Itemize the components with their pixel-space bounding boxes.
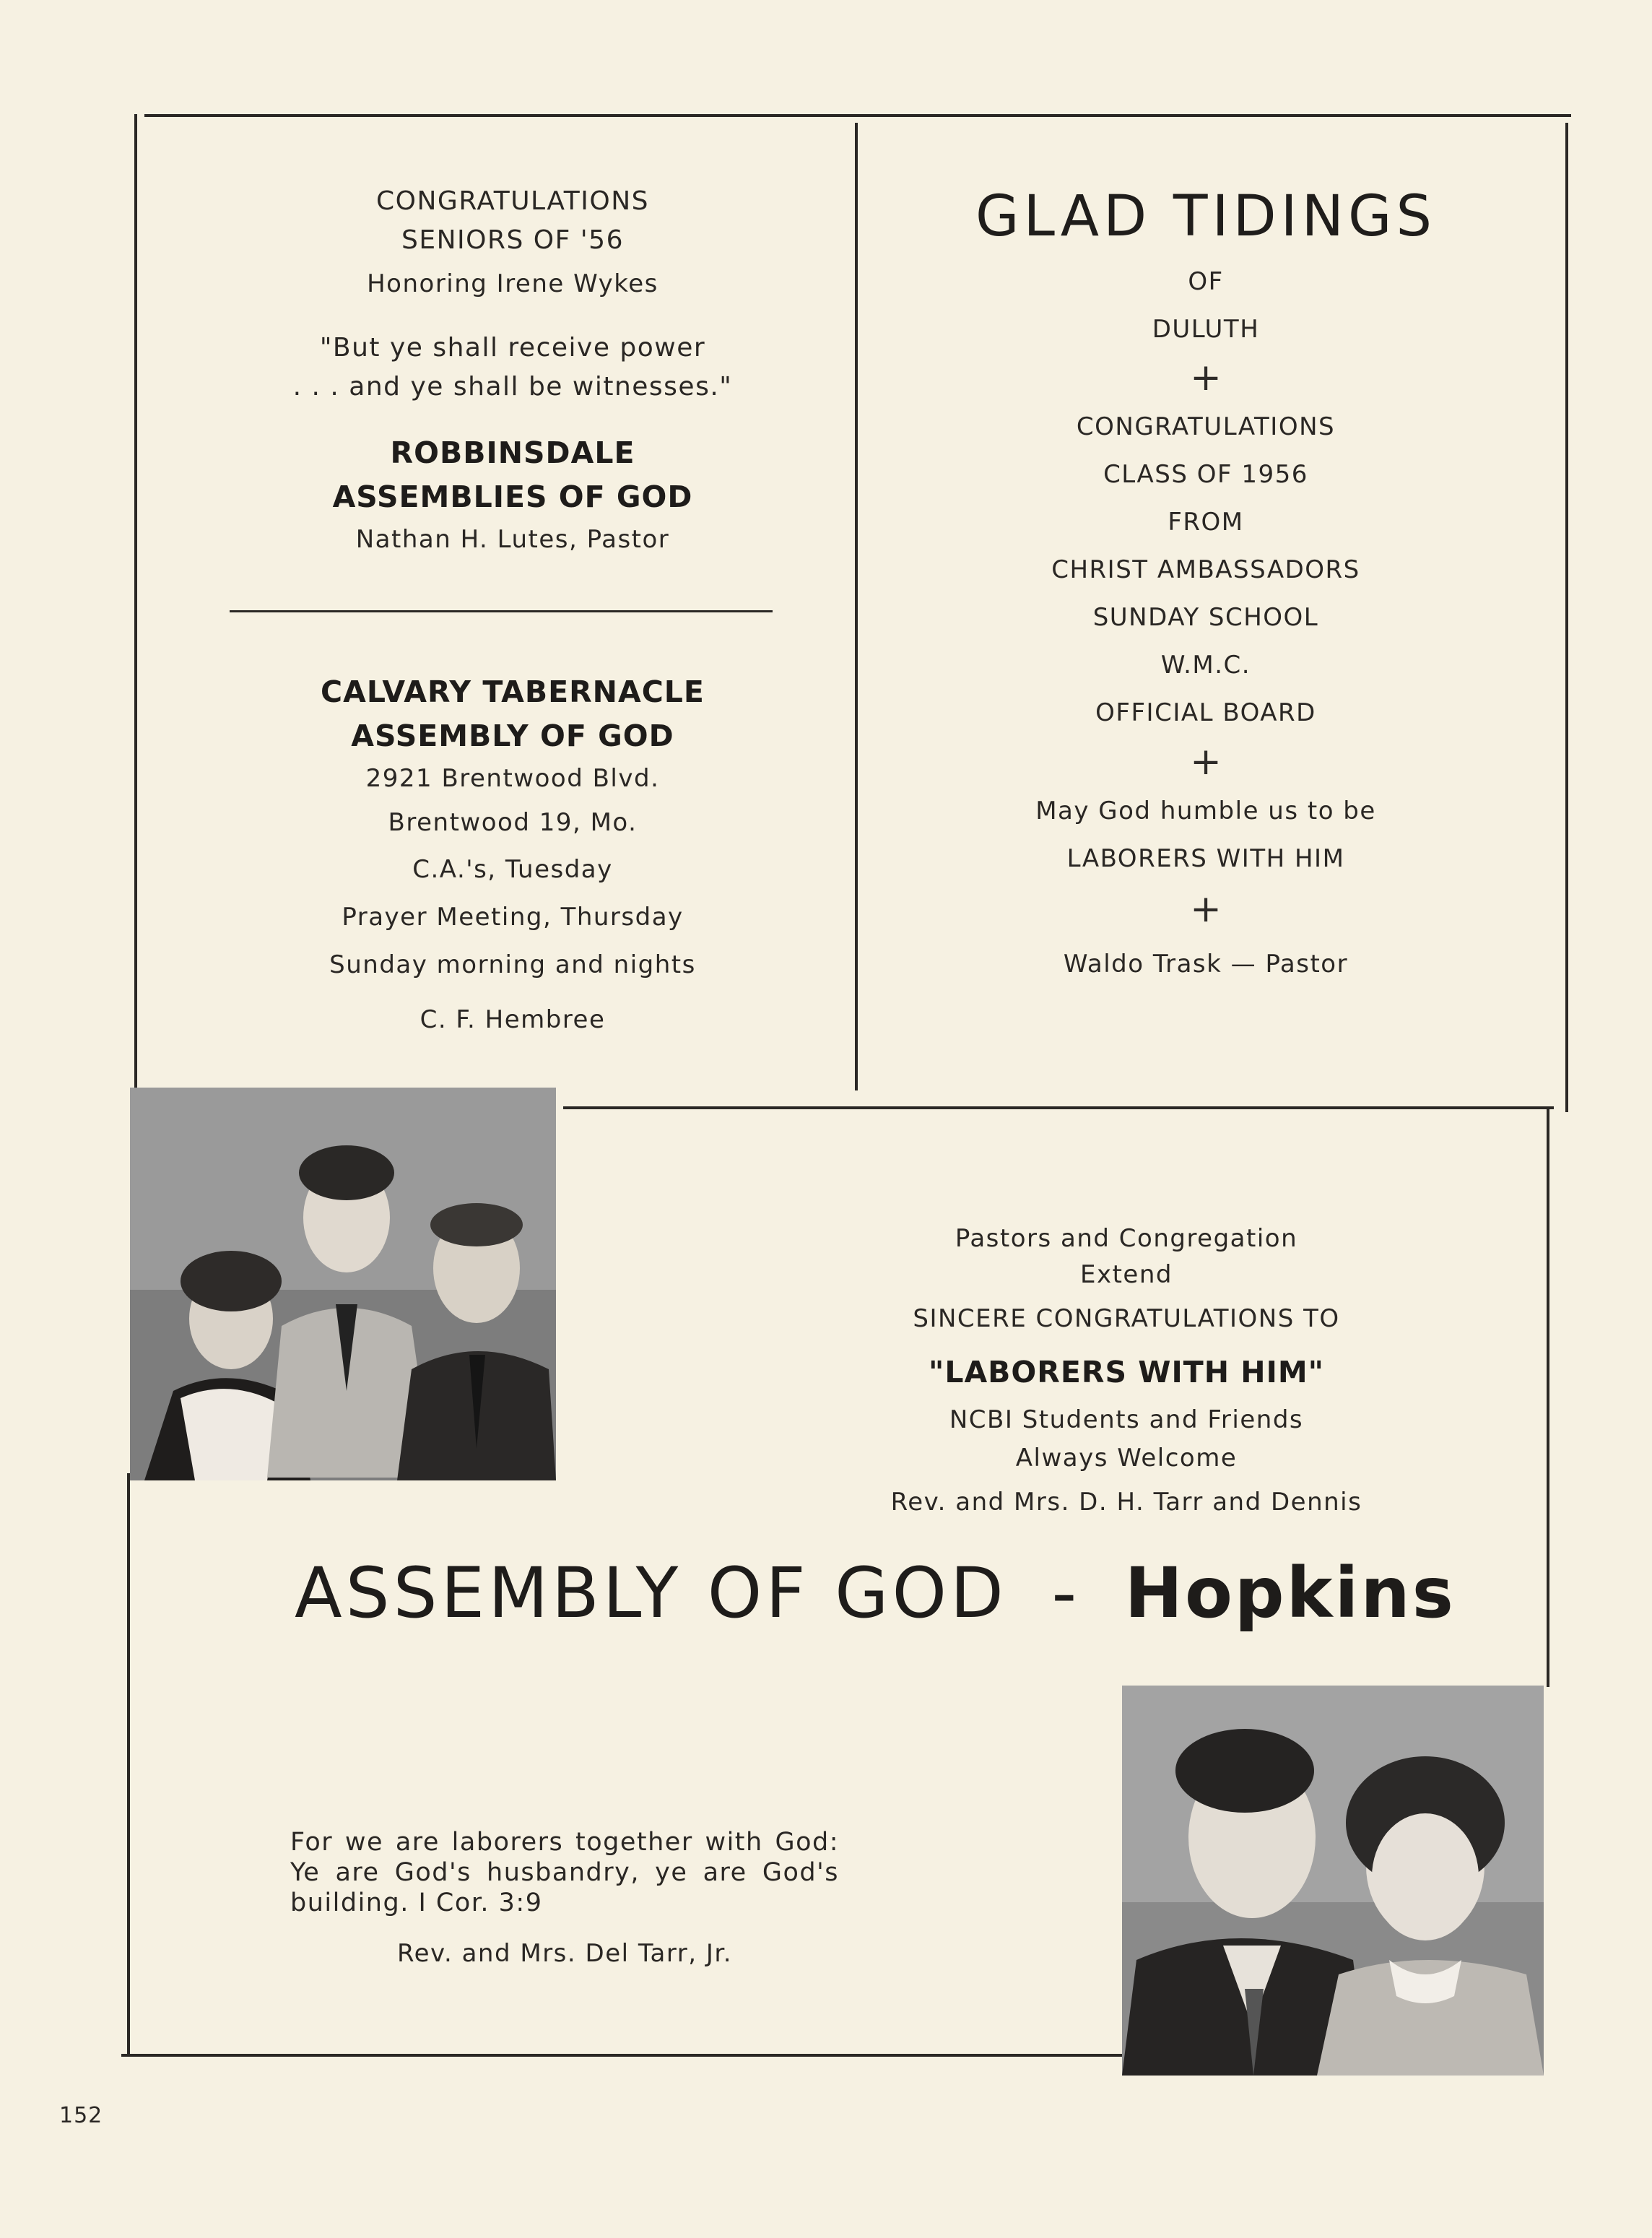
frame-bottom-rule	[121, 2054, 1122, 2057]
glad-tidings-group: W.M.C.	[1160, 651, 1251, 680]
hopkins-line3: SINCERE CONGRATULATIONS TO	[913, 1304, 1340, 1333]
page-number: 152	[59, 2103, 103, 2128]
glad-tidings-of: OF	[1188, 267, 1224, 296]
ad-separator-rule	[230, 610, 773, 612]
calvary-schedule-line3: Sunday morning and nights	[329, 950, 696, 980]
robbinsdale-pastor: Nathan H. Lutes, Pastor	[355, 525, 670, 555]
hopkins-title-city: Hopkins	[1124, 1553, 1456, 1634]
calvary-schedule-line1: C.A.'s, Tuesday	[412, 855, 613, 885]
glad-tidings-pastor: Waldo Trask — Pastor	[1063, 950, 1349, 979]
glad-tidings-motto-line2: LABORERS WITH HIM	[1066, 844, 1345, 873]
frame-left-rule-lower	[127, 1473, 130, 2057]
glad-tidings-motto-line1: May God humble us to be	[1035, 797, 1376, 825]
frame-center-divider	[855, 123, 858, 1090]
hopkins-line6: Always Welcome	[1015, 1444, 1238, 1473]
calvary-address-line1: 2921 Brentwood Blvd.	[365, 764, 660, 794]
cross-icon: +	[1190, 356, 1222, 399]
verse-signature: Rev. and Mrs. Del Tarr, Jr.	[396, 1939, 733, 1968]
hopkins-ad	[838, 1220, 1415, 1528]
pastor-family-photo	[130, 1088, 556, 1480]
robbinsdale-seniors: SENIORS OF '56	[401, 225, 624, 255]
calvary-name-line2: ASSEMBLY OF GOD	[351, 718, 674, 753]
hopkins-line2: Extend	[1080, 1260, 1173, 1289]
robbinsdale-congrats: CONGRATULATIONS	[376, 186, 649, 216]
glad-tidings-title: GLAD TIDINGS	[975, 184, 1436, 249]
bible-verse: For we are laborers together with God: Ye are God's husbandry, ye are God's building. I Cor. 3:9	[290, 1828, 839, 1917]
cross-icon: +	[1190, 740, 1222, 784]
mid-horizontal-rule	[563, 1106, 1554, 1109]
calvary-name-line1: CALVARY TABERNACLE	[321, 675, 705, 709]
hopkins-line1: Pastors and Congregation	[955, 1224, 1298, 1253]
hopkins-title-dash: -	[1051, 1553, 1081, 1634]
glad-tidings-ad	[895, 179, 1516, 992]
hopkins-title-main: ASSEMBLY OF GOD	[295, 1553, 1007, 1634]
hopkins-laborers: "LABORERS WITH HIM"	[928, 1355, 1325, 1389]
frame-top-rule	[144, 114, 1571, 117]
glad-tidings-group: SUNDAY SCHOOL	[1092, 603, 1319, 632]
cross-icon: +	[1190, 888, 1222, 931]
glad-tidings-group: CHRIST AMBASSADORS	[1051, 555, 1360, 584]
frame-right-rule-lower	[1547, 1109, 1549, 1687]
robbinsdale-name-line2: ASSEMBLIES OF GOD	[332, 479, 693, 514]
glad-tidings-group: OFFICIAL BOARD	[1095, 698, 1316, 727]
glad-tidings-congrats: CONGRATULATIONS	[1076, 412, 1336, 441]
hopkins-signature-top: Rev. and Mrs. D. H. Tarr and Dennis	[890, 1488, 1362, 1517]
calvary-address-line2: Brentwood 19, Mo.	[388, 808, 638, 838]
robbinsdale-quote-line1: "But ye shall receive power	[319, 333, 706, 363]
calvary-schedule-line2: Prayer Meeting, Thursday	[342, 903, 684, 932]
robbinsdale-honoring: Honoring Irene Wykes	[367, 269, 658, 298]
frame-left-rule	[134, 114, 137, 1089]
frame-right-rule-upper	[1565, 123, 1568, 1112]
glad-tidings-city: DULUTH	[1152, 315, 1260, 344]
hopkins-line5: NCBI Students and Friends	[949, 1405, 1304, 1434]
robbinsdale-ad	[217, 182, 809, 558]
glad-tidings-class: CLASS OF 1956	[1103, 460, 1308, 489]
robbinsdale-quote-line2: . . . and ye shall be witnesses."	[292, 372, 733, 402]
glad-tidings-from: FROM	[1168, 508, 1244, 537]
hopkins-title	[295, 1553, 1456, 1634]
calvary-pastor: C. F. Hembree	[419, 1005, 606, 1035]
calvary-ad	[217, 670, 809, 1051]
couple-photo	[1122, 1686, 1544, 2076]
robbinsdale-name-line1: ROBBINSDALE	[390, 435, 635, 470]
